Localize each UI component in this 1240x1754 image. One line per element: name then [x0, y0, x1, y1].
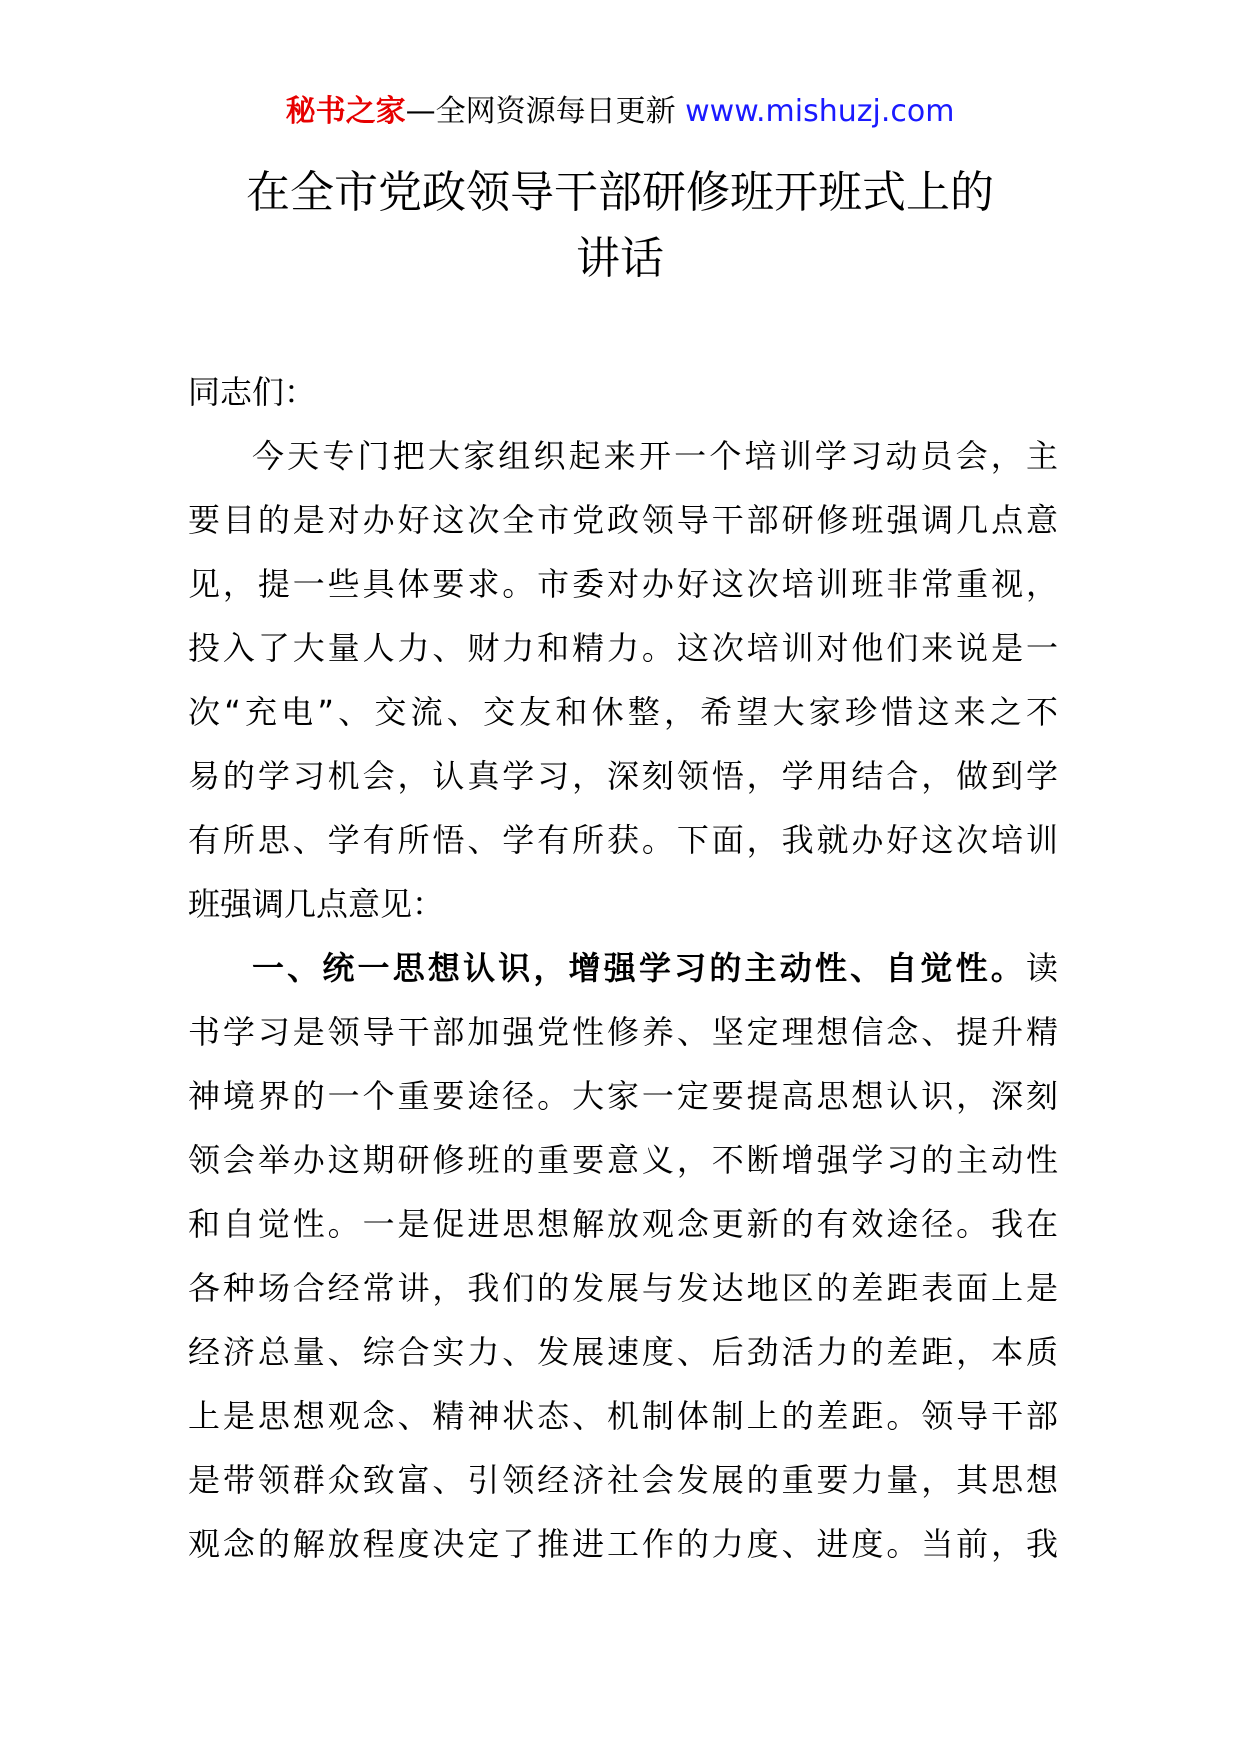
paragraph-1-line: 见，提一些具体要求。市委对办好这次培训班非常重视， — [188, 565, 1058, 603]
banner-tagline: —全网资源每日更新 — [405, 94, 686, 129]
section-1-first-line — [188, 936, 1058, 1000]
paragraph-1-line: 易的学习机会，认真学习，深刻领悟，学用结合，做到学 — [188, 757, 1058, 795]
paragraph-2-line: 经济总量、综合实力、发展速度、后劲活力的差距，本质 — [188, 1333, 1058, 1371]
paragraph-1-line: 次“充电”、交流、交友和休整，希望大家珍惜这来之不 — [188, 693, 1058, 731]
title-line-2: 讲话 — [576, 233, 664, 284]
paragraph-1-line: 有所思、学有所悟、学有所获。下面，我就办好这次培训 — [188, 821, 1058, 859]
paragraph-2-line: 是带领群众致富、引领经济社会发展的重要力量，其思想 — [188, 1461, 1058, 1499]
paragraph-1-line: 今天专门把大家组织起来开一个培训学习动员会，主 — [252, 437, 1058, 475]
paragraph-2-line: 观念的解放程度决定了推进工作的力度、进度。当前，我 — [188, 1525, 1058, 1563]
site-url-link[interactable]: www.mishuzj.com — [685, 94, 955, 129]
paragraph-2-line: 领会举办这期研修班的重要意义，不断增强学习的主动性 — [188, 1141, 1058, 1179]
paragraph-2-line: 书学习是领导干部加强党性修养、坚定理想信念、提升精 — [188, 1013, 1058, 1051]
paragraph-1-line: 投入了大量人力、财力和精力。这次培训对他们来说是一 — [188, 629, 1058, 667]
paragraph-2-line: 各种场合经常讲，我们的发展与发达地区的差距表面上是 — [188, 1269, 1058, 1307]
paragraph-2-line: 和自觉性。一是促进思想解放观念更新的有效途径。我在 — [188, 1205, 1058, 1243]
paragraph-1-line: 班强调几点意见： — [188, 885, 445, 923]
salutation: 同志们： — [188, 373, 317, 411]
paragraph-1-line: 要目的是对办好这次全市党政领导干部研修班强调几点意 — [188, 501, 1058, 539]
brand-name: 秘书之家 — [285, 94, 406, 129]
title-line-1: 在全市党政领导干部研修班开班式上的 — [246, 167, 994, 218]
paragraph-2-line: 神境界的一个重要途径。大家一定要提高思想认识，深刻 — [188, 1077, 1058, 1115]
document-body — [188, 360, 1058, 1576]
document-title — [0, 160, 1240, 292]
section-1-heading: 一、统一思想认识，增强学习的主动性、自觉性。 — [252, 949, 1026, 987]
site-banner — [0, 92, 1240, 132]
paragraph-2-line: 上是思想观念、精神状态、机制体制上的差距。领导干部 — [188, 1397, 1058, 1435]
section-1-lead: 读 — [1025, 949, 1058, 987]
